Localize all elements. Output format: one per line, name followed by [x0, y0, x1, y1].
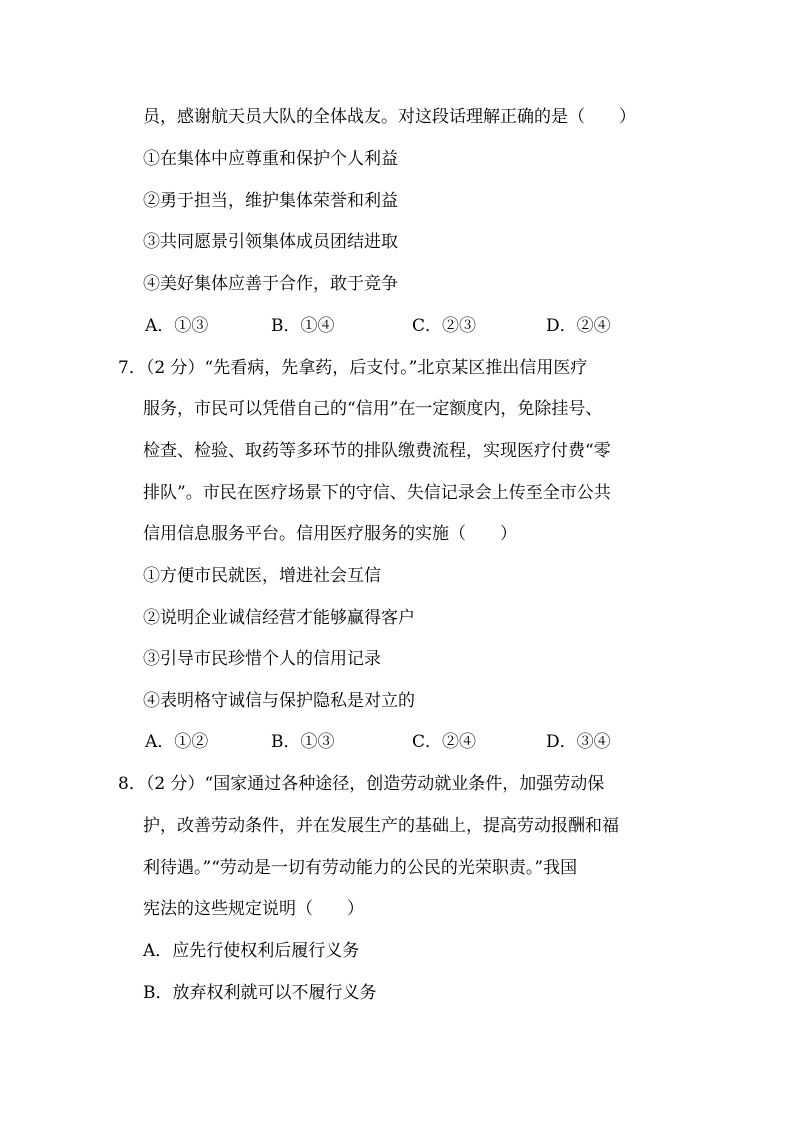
q7-stem-line-2: 服务，市民可以凭借自己的“信用”在一定额度内，免除挂号、	[143, 399, 603, 419]
q7-statement-4: ④表明格守诚信与保护隐私是对立的	[143, 691, 415, 711]
q7-option-d[interactable]: D．③④	[546, 732, 611, 752]
q7-statement-2: ②说明企业诚信经营才能够赢得客户	[143, 608, 415, 628]
q7-stem-line-5: 信用信息服务平台。信用医疗服务的实施（ ）	[143, 524, 517, 544]
q7-stem-line-1: 7．（2 分）“先看病，先拿药，后支付。”北京某区推出信用医疗	[118, 358, 588, 378]
q7-statement-1: ①方便市民就医，增进社会互信	[143, 566, 381, 586]
q8-stem-line-2: 护，改善劳动条件，并在发展生产的基础上，提高劳动报酬和福	[143, 816, 619, 836]
q7-option-c[interactable]: C．②④	[412, 732, 477, 752]
q8-option-a[interactable]: A．应先行使权利后履行义务	[143, 941, 360, 961]
q6-stem-continuation: 员，感谢航天员大队的全体战友。对这段话理解正确的是（ ）	[143, 107, 636, 127]
q8-stem-line-1: 8．（2 分）“国家通过各种途径，创造劳动就业条件，加强劳动保	[118, 774, 605, 794]
q6-option-c[interactable]: C．②③	[412, 316, 477, 336]
q8-stem-line-3: 利待遇。”“劳动是一切有劳动能力的公民的光荣职责。”我国	[143, 858, 578, 878]
q6-option-a[interactable]: A．①③	[145, 316, 209, 336]
q6-statement-1: ①在集体中应尊重和保护个人利益	[143, 149, 398, 169]
q8-stem-line-4: 宪法的这些规定说明（ ）	[143, 899, 364, 919]
q7-options-row	[0, 731, 794, 753]
q6-option-d[interactable]: D．②④	[546, 316, 611, 336]
q7-option-a[interactable]: A．①②	[145, 732, 209, 752]
q6-statement-4: ④美好集体应善于合作，敢于竞争	[143, 274, 398, 294]
q6-options-row	[0, 315, 794, 337]
q7-option-b[interactable]: B．①③	[271, 732, 335, 752]
q7-stem-line-4: 排队”。市民在医疗场景下的守信、失信记录会上传至全市公共	[143, 483, 611, 503]
q6-statement-2: ②勇于担当，维护集体荣誉和利益	[143, 191, 398, 211]
q6-statement-3: ③共同愿景引领集体成员团结进取	[143, 232, 398, 252]
q8-option-b[interactable]: B．放弃权利就可以不履行义务	[143, 983, 377, 1003]
q6-option-b[interactable]: B．①④	[271, 316, 335, 336]
q7-stem-line-3: 检查、检验、取药等多环节的排队缴费流程，实现医疗付费“零	[143, 441, 611, 461]
q7-statement-3: ③引导市民珍惜个人的信用记录	[143, 649, 381, 669]
